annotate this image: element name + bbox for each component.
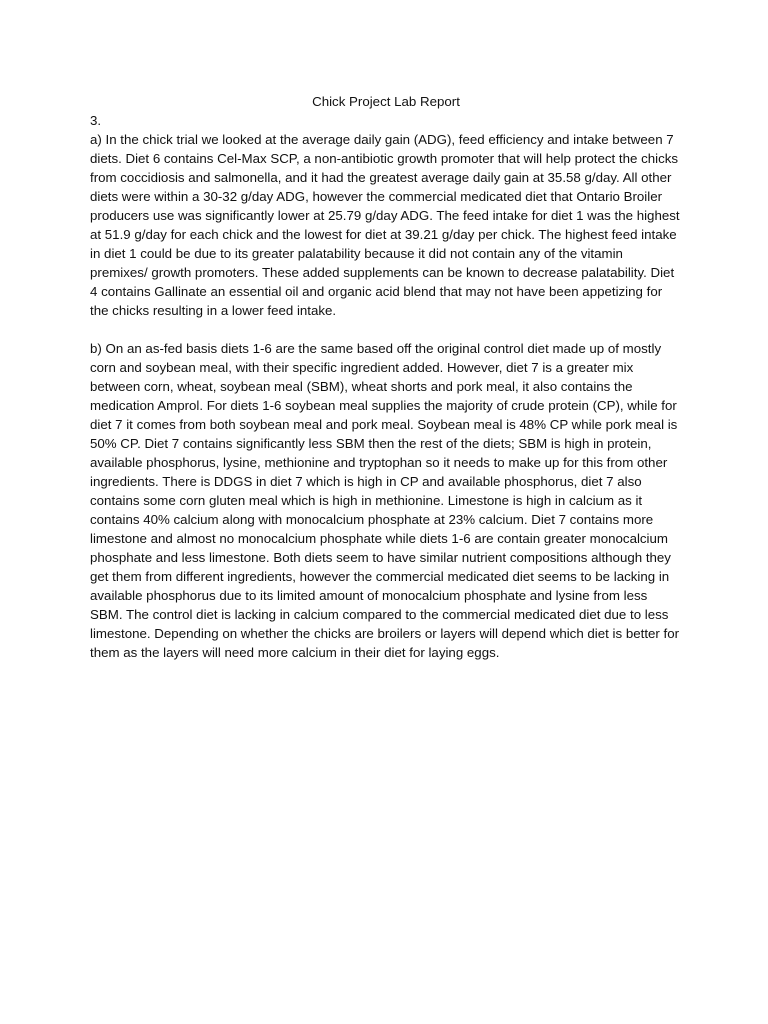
document-body bbox=[90, 92, 682, 662]
question-number: 3. bbox=[90, 113, 102, 128]
paragraph-b: b) On an as-fed basis diets 1-6 are the same based off the original control diet made up of mostly corn and soybean meal, with their specific ingredient added. However, diet 7 is a greater mix between corn, wheat, soybean meal (SBM), wheat shorts and pork meal, it also contains the medication Amprol. For diets 1-6 soybean meal supplies the majority of crude protein (CP), while for diet 7 it comes from both soybean meal and pork meal. Soybean meal is 48% CP while pork meal is 50% CP. Diet 7 contains significantly less SBM then the rest of the diets; SBM is high in protein, available phosphorus, lysine, methionine and tryptophan so it needs to make up for this from other ingredients. There is DDGS in diet 7 which is high in CP and available phosphorus, diet 7 also contains some corn gluten meal which is high in methionine. Limestone is high in calcium as it contains 40% calcium along with monocalcium phosphate at 23% calcium. Diet 7 contains more limestone and almost no monocalcium phosphate while diets 1-6 are contain greater monocalcium phosphate and less limestone. Both diets seem to have similar nutrient compositions although they get them from different ingredients, however the commercial medicated diet seems to be lacking in available phosphorus due to its limited amount of monocalcium phosphate and lysine from less SBM. The control diet is lacking in calcium compared to the commercial medicated diet due to less limestone. Depending on whether the chicks are broilers or layers will depend which diet is better for them as the layers will need more calcium in their diet for laying eggs. bbox=[90, 341, 680, 660]
paragraph-spacer bbox=[90, 320, 682, 339]
page-title: Chick Project Lab Report bbox=[312, 94, 460, 109]
paragraph-a: a) In the chick trial we looked at the average daily gain (ADG), feed efficiency and intake between 7 diets. Diet 6 contains Cel-Max SCP, a non-antibiotic growth promoter that will help protect the chicks from coccidiosis and salmonella, and it had the greatest average daily gain at 35.58 g/day. All other diets were within a 30-32 g/day ADG, however the commercial medicated diet that Ontario Broiler producers use was significantly lower at 25.79 g/day ADG. The feed intake for diet 1 was the highest at 51.9 g/day for each chick and the lowest for diet at 39.21 g/day per chick. The highest feed intake in diet 1 could be due to its greater palatability because it did not contain any of the vitamin premixes/ growth promoters. These added supplements can be known to decrease palatability. Diet 4 contains Gallinate an essential oil and organic acid blend that may not have been appetizing for the chicks resulting in a lower feed intake. bbox=[90, 132, 680, 318]
